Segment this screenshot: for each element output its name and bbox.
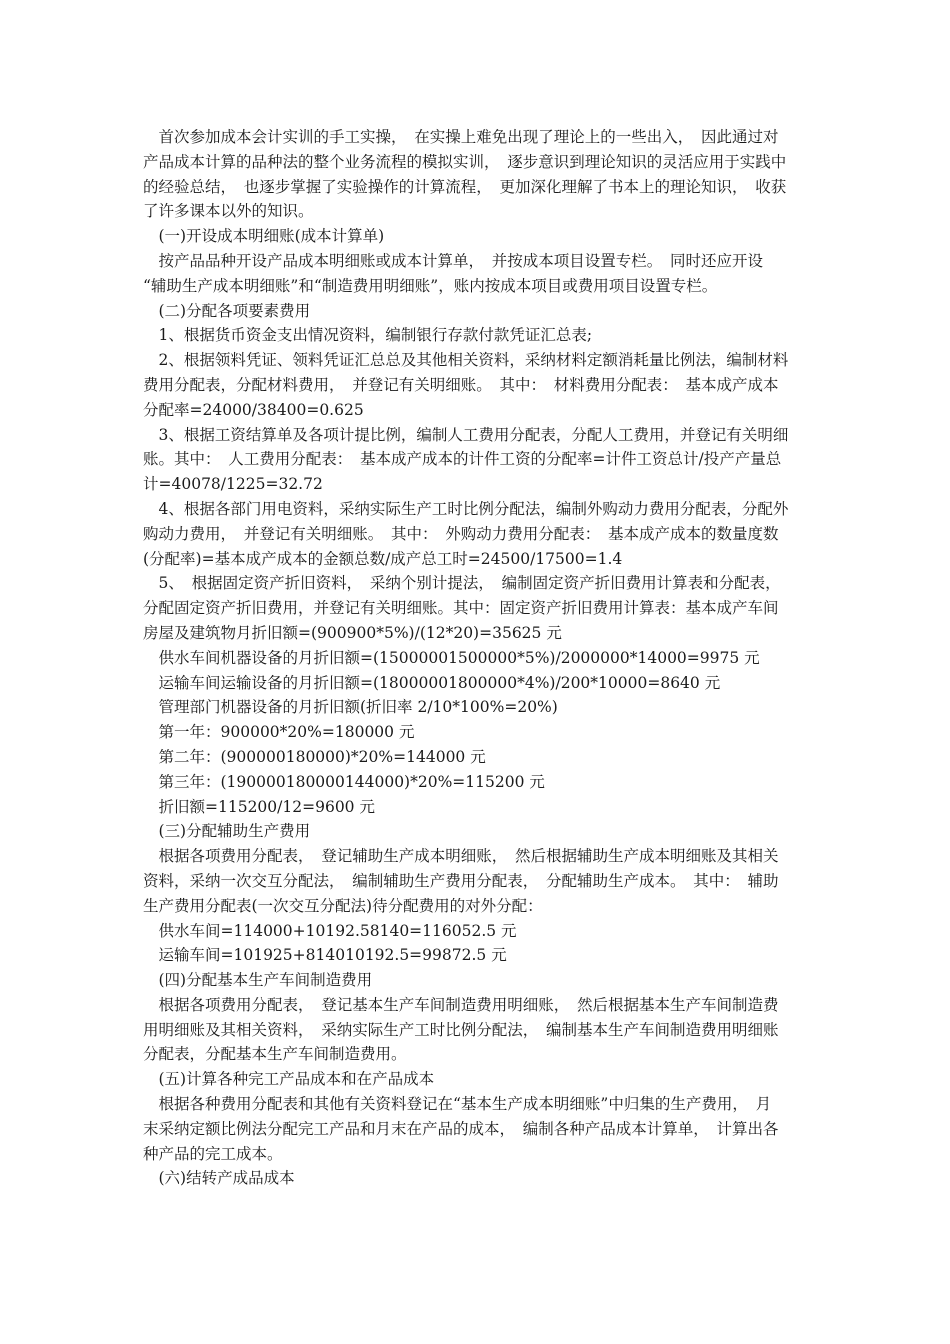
text-line: 的经验总结， 也逐步掌握了实验操作的计算流程， 更加深化理解了书本上的理论知识， 收获 bbox=[143, 177, 787, 196]
text-line: 4、根据各部门用电资料，采纳实际生产工时比例分配法，编制外购动力费用分配表，分配外 bbox=[143, 499, 789, 518]
text-line: 根据各项费用分配表， 登记辅助生产成本明细账， 然后根据辅助生产成本明细账及其相关 bbox=[143, 847, 779, 866]
text-line: 按产品品种开设产品成本明细账或成本计算单， 并按成本项目设置专栏。 同时还应开设 bbox=[143, 251, 764, 270]
text-line: 折旧额=115200/12=9600 元 bbox=[143, 797, 375, 816]
text-line: 供水车间机器设备的月折旧额=(15000001500000*5%)/2000000*14000=9975 元 bbox=[143, 648, 760, 667]
text-line: “辅助生产成本明细账”和“制造费用明细账”，账内按成本项目或费用项目设置专栏。 bbox=[143, 276, 718, 295]
text-line: 了许多课本以外的知识。 bbox=[143, 202, 314, 221]
text-line: 管理部门机器设备的月折旧额(折旧率 2/10*100%=20%) bbox=[143, 698, 558, 717]
text-line: 第二年：(900000180000)*20%=144000 元 bbox=[143, 747, 486, 766]
text-line: 第一年：900000*20%=180000 元 bbox=[143, 723, 415, 742]
text-line: 分配表，分配基本生产车间制造费用。 bbox=[143, 1045, 407, 1064]
text-line: 分配固定资产折旧费用，并登记有关明细账。其中：固定资产折旧费用计算表：基本成产车间 bbox=[143, 599, 779, 618]
section-heading: (三)分配辅助生产费用 bbox=[143, 822, 311, 841]
text-line: 末采纳定额比例法分配完工产品和月末在产品的成本， 编制各种产品成本计算单， 计算出各 bbox=[143, 1119, 779, 1138]
text-line: 第三年：(190000180000144000)*20%=115200 元 bbox=[143, 772, 545, 791]
section-heading: (一)开设成本明细账(成本计算单) bbox=[143, 227, 385, 246]
text-line: 1、根据货币资金支出情况资料，编制银行存款付款凭证汇总表; bbox=[143, 326, 593, 345]
text-line: 供水车间=114000+10192.58140=116052.5 元 bbox=[143, 921, 517, 940]
text-line: 运输车间=101925+814010192.5=99872.5 元 bbox=[143, 946, 507, 965]
text-line: 分配率=24000/38400=0.625 bbox=[143, 400, 364, 419]
text-line: 首次参加成本会计实训的手工实操， 在实操上难免出现了理论上的一些出入， 因此通过对 bbox=[143, 128, 779, 146]
text-line: 运输车间运输设备的月折旧额=(18000001800000*4%)/200*10000=8640 元 bbox=[143, 673, 721, 692]
text-line: 计=40078/1225=32.72 bbox=[143, 475, 323, 494]
section-heading: (六)结转产成品成本 bbox=[143, 1169, 295, 1188]
text-line: 费用分配表，分配材料费用， 并登记有关明细账。 其中： 材料费用分配表： 基本成产成本 bbox=[143, 375, 779, 394]
text-line: 种产品的完工成本。 bbox=[143, 1144, 283, 1163]
text-line: 3、根据工资结算单及各项计提比例，编制人工费用分配表，分配人工费用，并登记有关明细 bbox=[143, 425, 789, 444]
text-line: 产品成本计算的品种法的整个业务流程的模拟实训， 逐步意识到理论知识的灵活应用于实践中 bbox=[143, 152, 787, 171]
section-heading: (五)计算各种完工产品成本和在产品成本 bbox=[143, 1070, 435, 1089]
text-line: 2、根据领料凭证、领料凭证汇总总及其他相关资料，采纳材料定额消耗量比例法，编制材料 bbox=[143, 351, 789, 370]
text-line: 购动力费用， 并登记有关明细账。 其中： 外购动力费用分配表： 基本成产成本的数量度数 bbox=[143, 524, 779, 543]
section-heading: (二)分配各项要素费用 bbox=[143, 301, 311, 320]
text-line: 房屋及建筑物月折旧额=(900900*5%)/(12*20)=35625 元 bbox=[143, 623, 562, 642]
text-line: 资料，采纳一次交互分配法， 编制辅助生产费用分配表， 分配辅助生产成本。 其中： 辅助 bbox=[143, 871, 779, 890]
text-line: 根据各种费用分配表和其他有关资料登记在“基本生产成本明细账”中归集的生产费用， 月 bbox=[143, 1095, 772, 1114]
text-line: 生产费用分配表(一次交互分配法)待分配费用的对外分配： bbox=[143, 896, 543, 915]
document-page bbox=[143, 125, 811, 1191]
text-line: 5、 根据固定资产折旧资料， 采纳个别计提法， 编制固定资产折旧费用计算表和分配表， bbox=[143, 574, 781, 593]
text-line: 账。其中： 人工费用分配表： 基本成产成本的计件工资的分配率=计件工资总计/投产产量总 bbox=[143, 450, 782, 469]
section-heading: (四)分配基本生产车间制造费用 bbox=[143, 971, 373, 990]
text-line: (分配率)=基本成产成本的金额总数/成产总工时=24500/17500=1.4 bbox=[143, 549, 623, 568]
text-line: 用明细账及其相关资料， 采纳实际生产工时比例分配法， 编制基本生产车间制造费用明细账 bbox=[143, 1020, 779, 1039]
text-line: 根据各项费用分配表， 登记基本生产车间制造费用明细账， 然后根据基本生产车间制造费 bbox=[143, 995, 779, 1014]
